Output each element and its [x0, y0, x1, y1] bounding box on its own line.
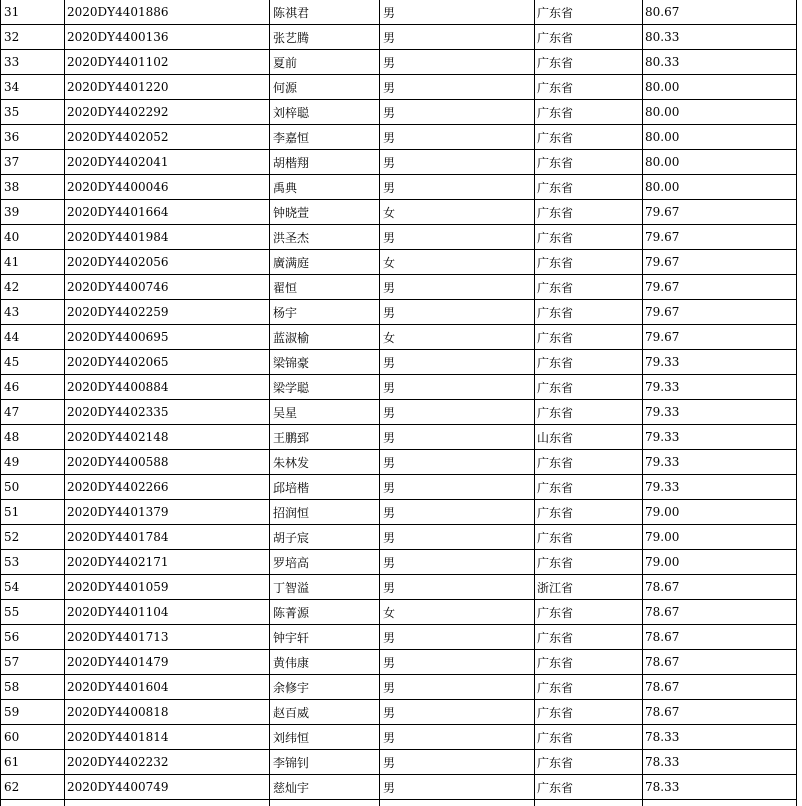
candidate-id: 2020DY4401713	[65, 625, 270, 650]
candidate-score: 79.00	[643, 550, 797, 575]
candidate-id: 2020DY4400818	[65, 700, 270, 725]
row-number: 60	[1, 725, 65, 750]
table-row	[1, 425, 797, 450]
candidate-name: 梁学聪	[270, 375, 380, 400]
candidate-score: 79.33	[643, 425, 797, 450]
table-row	[1, 450, 797, 475]
candidate-province: 广东省	[535, 350, 643, 375]
candidate-gender: 男	[380, 125, 535, 150]
candidate-name: 李锦钊	[270, 750, 380, 775]
candidate-gender: 男	[380, 400, 535, 425]
candidate-id: 2020DY4401814	[65, 725, 270, 750]
candidate-name: 何源	[270, 75, 380, 100]
row-number: 49	[1, 450, 65, 475]
candidate-gender: 男	[380, 500, 535, 525]
row-number: 50	[1, 475, 65, 500]
row-number: 51	[1, 500, 65, 525]
row-number: 39	[1, 200, 65, 225]
results-table-body	[1, 0, 797, 806]
candidate-province: 广东省	[535, 175, 643, 200]
candidate-name: 禹典	[270, 175, 380, 200]
table-row	[1, 325, 797, 350]
row-number: 33	[1, 50, 65, 75]
candidate-name: 刘纬恒	[270, 725, 380, 750]
candidate-id: 2020DY4401479	[65, 650, 270, 675]
candidate-id: 2020DY4401784	[65, 525, 270, 550]
candidate-gender: 男	[380, 475, 535, 500]
candidate-gender: 男	[380, 350, 535, 375]
candidate-gender: 男	[380, 775, 535, 800]
candidate-id: 2020DY4402335	[65, 400, 270, 425]
candidate-score: 78.67	[643, 650, 797, 675]
candidate-name: 朱林发	[270, 450, 380, 475]
candidate-name: 梁锦豪	[270, 350, 380, 375]
candidate-score: 80.00	[643, 150, 797, 175]
candidate-gender: 男	[380, 25, 535, 50]
candidate-score: 80.00	[643, 175, 797, 200]
candidate-id: 2020DY4400695	[65, 325, 270, 350]
candidate-gender: 男	[380, 625, 535, 650]
candidate-name: 翟恒	[270, 275, 380, 300]
row-number: 48	[1, 425, 65, 450]
candidate-gender: 男	[380, 650, 535, 675]
candidate-province: 广东省	[535, 475, 643, 500]
candidate-id: 2020DY4401102	[65, 50, 270, 75]
candidate-province: 广东省	[535, 500, 643, 525]
candidate-gender: 男	[380, 700, 535, 725]
candidate-name: 邱培楷	[270, 475, 380, 500]
candidate-province: 广东省	[535, 0, 643, 25]
candidate-score: 80.33	[643, 25, 797, 50]
candidate-id: 2020DY4400588	[65, 450, 270, 475]
table-row	[1, 350, 797, 375]
candidate-province: 广东省	[535, 750, 643, 775]
candidate-gender: 男	[380, 275, 535, 300]
candidate-name: 吴星	[270, 400, 380, 425]
candidate-province: 广东省	[535, 75, 643, 100]
candidate-id: 2020DY4401104	[65, 600, 270, 625]
candidate-id: 2020DY4400046	[65, 175, 270, 200]
candidate-score: 79.67	[643, 250, 797, 275]
candidate-province: 广东省	[535, 450, 643, 475]
candidate-province: 广东省	[535, 200, 643, 225]
candidate-gender: 男	[380, 150, 535, 175]
table-row	[1, 650, 797, 675]
candidate-province: 广东省	[535, 100, 643, 125]
candidate-gender: 男	[380, 175, 535, 200]
candidate-score: 78.67	[643, 700, 797, 725]
candidate-score: 80.00	[643, 125, 797, 150]
row-number: 58	[1, 675, 65, 700]
candidate-gender: 男	[380, 50, 535, 75]
candidate-id: 2020DY4400884	[65, 375, 270, 400]
candidate-province: 广东省	[535, 700, 643, 725]
row-number: 57	[1, 650, 65, 675]
candidate-gender: 男	[380, 300, 535, 325]
candidate-id: 2020DY4402065	[65, 350, 270, 375]
table-row	[1, 625, 797, 650]
candidate-name: 刘梓聪	[270, 100, 380, 125]
candidate-province: 广东省	[535, 375, 643, 400]
candidate-name: 杨宇	[270, 300, 380, 325]
table-row	[1, 675, 797, 700]
table-row	[1, 250, 797, 275]
candidate-id: 2020DY4401059	[65, 575, 270, 600]
candidate-province: 广东省	[535, 400, 643, 425]
table-row	[1, 375, 797, 400]
table-row	[1, 575, 797, 600]
candidate-score: 80.67	[643, 0, 797, 25]
candidate-id: 2020DY4400746	[65, 275, 270, 300]
candidate-score: 79.33	[643, 400, 797, 425]
candidate-name: 张艺腾	[270, 25, 380, 50]
candidate-score: 78.33	[643, 725, 797, 750]
candidate-score: 79.67	[643, 325, 797, 350]
table-row	[1, 275, 797, 300]
candidate-gender: 男	[380, 75, 535, 100]
candidate-score: 79.00	[643, 525, 797, 550]
candidate-province: 广东省	[535, 725, 643, 750]
row-number: 44	[1, 325, 65, 350]
table-row	[1, 300, 797, 325]
candidate-id: 2020DY4402056	[65, 250, 270, 275]
candidate-name: 罗培高	[270, 550, 380, 575]
candidate-name: 招润恒	[270, 500, 380, 525]
candidate-province: 山东省	[535, 425, 643, 450]
candidate-gender: 男	[380, 375, 535, 400]
candidate-province: 广东省	[535, 775, 643, 800]
candidate-province: 广东省	[535, 525, 643, 550]
candidate-id: 2020DY4400136	[65, 25, 270, 50]
candidate-name: 廣满庭	[270, 250, 380, 275]
candidate-gender: 男	[380, 750, 535, 775]
candidate-id: 2020DY4401604	[65, 675, 270, 700]
row-number: 34	[1, 75, 65, 100]
candidate-province: 浙江省	[535, 575, 643, 600]
table-row	[1, 25, 797, 50]
candidate-name: 余修宇	[270, 675, 380, 700]
table-row	[1, 75, 797, 100]
candidate-score: 80.33	[643, 50, 797, 75]
row-number: 54	[1, 575, 65, 600]
candidate-id: 2020DY4402041	[65, 150, 270, 175]
row-number: 35	[1, 100, 65, 125]
candidate-score: 79.33	[643, 350, 797, 375]
candidate-name: 洪圣杰	[270, 225, 380, 250]
candidate-province: 广东省	[535, 675, 643, 700]
table-row	[1, 50, 797, 75]
row-number: 55	[1, 600, 65, 625]
table-row	[1, 175, 797, 200]
table-row	[1, 125, 797, 150]
table-row	[1, 475, 797, 500]
row-number: 62	[1, 775, 65, 800]
candidate-gender: 男	[380, 525, 535, 550]
candidate-gender: 男	[380, 675, 535, 700]
candidate-province: 广东省	[535, 250, 643, 275]
candidate-province: 广东省	[535, 275, 643, 300]
candidate-score: 78.33	[643, 750, 797, 775]
candidate-score: 78.67	[643, 600, 797, 625]
candidate-name: 王鹏郅	[270, 425, 380, 450]
candidate-id: 2020DY4401379	[65, 500, 270, 525]
candidate-gender: 女	[380, 600, 535, 625]
row-number: 38	[1, 175, 65, 200]
candidate-id: 2020DY4402292	[65, 100, 270, 125]
candidate-name: 黄伟康	[270, 650, 380, 675]
candidate-score: 79.33	[643, 375, 797, 400]
candidate-score: 79.67	[643, 275, 797, 300]
candidate-gender: 女	[380, 200, 535, 225]
candidate-name: 李嘉恒	[270, 125, 380, 150]
table-row	[1, 500, 797, 525]
row-number: 31	[1, 0, 65, 25]
row-number: 43	[1, 300, 65, 325]
table-row	[1, 600, 797, 625]
candidate-score: 80.00	[643, 100, 797, 125]
candidate-province: 广东省	[535, 300, 643, 325]
candidate-name: 胡子宸	[270, 525, 380, 550]
candidate-gender: 男	[380, 450, 535, 475]
candidate-score: 79.67	[643, 300, 797, 325]
candidate-score: 79.33	[643, 450, 797, 475]
row-number: 42	[1, 275, 65, 300]
table-row	[1, 100, 797, 125]
candidate-id: 2020DY4401220	[65, 75, 270, 100]
candidate-name: 赵百威	[270, 700, 380, 725]
candidate-score: 79.67	[643, 200, 797, 225]
candidate-id: 2020DY4400749	[65, 775, 270, 800]
candidate-id: 2020DY4402171	[65, 550, 270, 575]
candidate-name: 钟宇轩	[270, 625, 380, 650]
candidate-gender: 女	[380, 325, 535, 350]
row-number: 61	[1, 750, 65, 775]
candidate-gender: 男	[380, 100, 535, 125]
candidate-gender: 男	[380, 575, 535, 600]
candidate-province: 广东省	[535, 50, 643, 75]
candidate-gender: 女	[380, 250, 535, 275]
table-row	[1, 775, 797, 800]
candidate-name: 胡楷翔	[270, 150, 380, 175]
candidate-province: 广东省	[535, 225, 643, 250]
table-row	[1, 225, 797, 250]
candidate-score: 78.33	[643, 775, 797, 800]
candidate-id: 2020DY4401984	[65, 225, 270, 250]
row-number: 53	[1, 550, 65, 575]
candidate-province: 广东省	[535, 625, 643, 650]
candidate-province: 广东省	[535, 150, 643, 175]
table-row	[1, 150, 797, 175]
table-row	[1, 750, 797, 775]
candidate-province: 广东省	[535, 325, 643, 350]
candidate-score: 78.67	[643, 625, 797, 650]
candidate-name: 夏前	[270, 50, 380, 75]
candidate-name: 钟晓萱	[270, 200, 380, 225]
candidate-name: 丁智溢	[270, 575, 380, 600]
candidate-id: 2020DY4402148	[65, 425, 270, 450]
table-row	[1, 400, 797, 425]
candidate-gender: 男	[380, 425, 535, 450]
candidate-province: 广东省	[535, 650, 643, 675]
row-number: 41	[1, 250, 65, 275]
candidate-id: 2020DY4402266	[65, 475, 270, 500]
candidate-gender: 男	[380, 550, 535, 575]
candidate-score: 78.67	[643, 575, 797, 600]
candidate-id: 2020DY4401886	[65, 0, 270, 25]
table-row	[1, 0, 797, 25]
row-number: 47	[1, 400, 65, 425]
table-row	[1, 525, 797, 550]
candidate-score: 78.67	[643, 675, 797, 700]
row-number: 52	[1, 525, 65, 550]
candidate-score: 79.00	[643, 500, 797, 525]
candidate-name: 慈灿宇	[270, 775, 380, 800]
candidate-score: 79.67	[643, 225, 797, 250]
candidate-province: 广东省	[535, 125, 643, 150]
row-number: 37	[1, 150, 65, 175]
row-number: 36	[1, 125, 65, 150]
table-row	[1, 725, 797, 750]
table-row	[1, 700, 797, 725]
candidate-id: 2020DY4401664	[65, 200, 270, 225]
candidate-gender: 男	[380, 225, 535, 250]
candidate-name: 陈祺君	[270, 0, 380, 25]
table-row	[1, 200, 797, 225]
candidate-name: 蓝淑榆	[270, 325, 380, 350]
candidate-score: 80.00	[643, 75, 797, 100]
candidate-province: 广东省	[535, 550, 643, 575]
candidate-province: 广东省	[535, 600, 643, 625]
row-number: 46	[1, 375, 65, 400]
row-number: 40	[1, 225, 65, 250]
row-number: 56	[1, 625, 65, 650]
candidate-score: 79.33	[643, 475, 797, 500]
row-number: 59	[1, 700, 65, 725]
candidate-name: 陈菁源	[270, 600, 380, 625]
candidate-province: 广东省	[535, 25, 643, 50]
row-number: 45	[1, 350, 65, 375]
table-row	[1, 550, 797, 575]
candidate-id: 2020DY4402052	[65, 125, 270, 150]
candidate-id: 2020DY4402232	[65, 750, 270, 775]
row-number: 32	[1, 25, 65, 50]
candidate-id: 2020DY4402259	[65, 300, 270, 325]
candidate-gender: 男	[380, 725, 535, 750]
candidate-gender: 男	[380, 0, 535, 25]
